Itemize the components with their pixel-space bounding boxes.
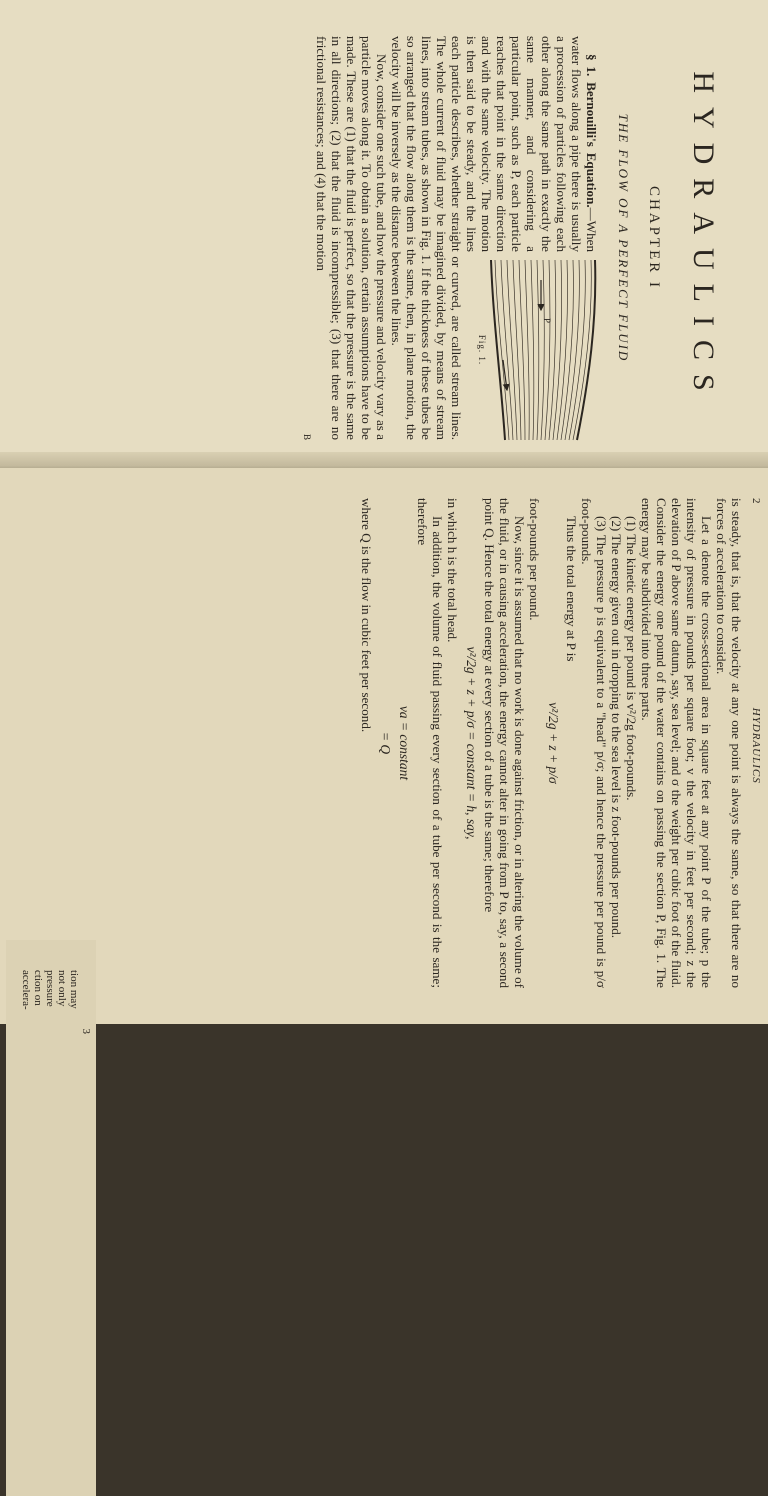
item-potential-energy: (2) The energy given out in dropping to the sea level is z foot-pounds per pound. bbox=[609, 516, 624, 939]
page-2 bbox=[0, 468, 768, 1024]
page-3-line: tion may bbox=[68, 970, 80, 1009]
page-3-columns bbox=[20, 970, 92, 1476]
page-number: 2 bbox=[750, 498, 762, 504]
signature-mark: B bbox=[302, 433, 312, 440]
paragraph-continuity: In addition, the volume of fluid passing every section of a tube per second is the same; therefore bbox=[415, 498, 445, 988]
chapter-title: THE FLOW OF A PERFECT FLUID bbox=[616, 113, 631, 363]
total-energy-intro: Thus the total energy at P is bbox=[564, 516, 579, 662]
running-header bbox=[750, 498, 762, 988]
equation-continuity: va = constant bbox=[397, 705, 412, 781]
page-3-number: 3 bbox=[80, 1028, 92, 1034]
page-3-line: pressure bbox=[44, 970, 56, 1007]
figure-point-label: P bbox=[542, 318, 552, 324]
figure-caption: Fig. 1. bbox=[477, 334, 487, 366]
page-3-line: not only bbox=[56, 970, 68, 1007]
page-3-partial bbox=[6, 940, 96, 1496]
paragraph-steady: is steady, that is, that the velocity at any one point is always the same, so that there are no forces of acceleration to consider. bbox=[714, 498, 744, 988]
item-pressure-energy: (3) The pressure p is equivalent to a "head" p/σ; and hence the pressure per pound is p/σ foot-pounds. bbox=[579, 498, 609, 988]
page-3-text-block bbox=[20, 970, 92, 1034]
page-3-line: accelera- bbox=[20, 970, 32, 1010]
after-equation-4: where Q is the flow in cubic feet per second. bbox=[359, 498, 374, 733]
item-kinetic-energy: (1) The kinetic energy per pound is v²/2g foot-pounds. bbox=[624, 516, 639, 801]
paragraph-no-friction: Now, since it is assumed that no work is done against friction, or in altering the volume of the fluid, or in causing acceleration, the energy cannot alter in going from P to, say, a second point Q. Hence the total energy at every section of a tube is the same; therefore bbox=[482, 498, 527, 988]
page-chapter-opening bbox=[0, 0, 768, 470]
after-equation-2: in which h is the total head. bbox=[445, 498, 460, 643]
book-title: HYDRAULICS bbox=[687, 71, 720, 405]
equation-total-energy: v²/2g + z + p/σ bbox=[546, 702, 561, 784]
section-heading: § 1. Bernouilli's Equation. bbox=[584, 54, 599, 208]
chapter-label: CHAPTER I bbox=[646, 185, 662, 291]
stream-tubes-figure bbox=[489, 260, 599, 440]
figure-1 bbox=[477, 260, 599, 440]
page-3-line: ction on bbox=[32, 970, 44, 1006]
after-equation-1: foot-pounds per pound. bbox=[527, 498, 542, 621]
equation-bernoulli: v²/2g + z + p/σ = constant = h, say, bbox=[464, 646, 479, 840]
running-title: HYDRAULICS bbox=[750, 707, 762, 784]
section-body: —When water flows along a pipe there is usually a procession of particles following each other along the same path in exactly the same manner, and considering a particular point, such as P, each particle reaches that point in the same direction and with the same velocity. The motion is then said to be steady, and the lines each particle describes, whether straight or curved, are called stream lines. The whole current of fluid may be imagined divided, by means of stream lines, into stream tubes, as shown in Fig. 1. If the thickness of these tubes be so arranged that the flow along them is the same, then, in plane motion, the velocity will be inversely as the distance between the lines. bbox=[389, 36, 599, 440]
equation-flow: = Q bbox=[378, 731, 393, 755]
paragraph-definitions: Let a denote the cross-sectional area in square feet at any point P of the tube; p the intensity of pressure in pounds per square foot; v the velocity in feet per second; z the elevation of P above same datum, say, sea level; and σ the weight per cubic foot of the fluid. Consider the energy one pound of the water contains on passing the section P, Fig. 1. The energy may be subdivided into three parts. bbox=[639, 498, 714, 988]
paragraph-assumptions: Now, consider one such tube, and how the pressure and velocity vary as a particle moves along it. To obtain a solution, certain assumptions have to be made. These are (1) that the fluid is perfect, so that the pressure is the same in all directions; (2) that the fluid is incompressible; (3) that there are no frictional resistances; and (4) that the motion bbox=[314, 36, 389, 440]
